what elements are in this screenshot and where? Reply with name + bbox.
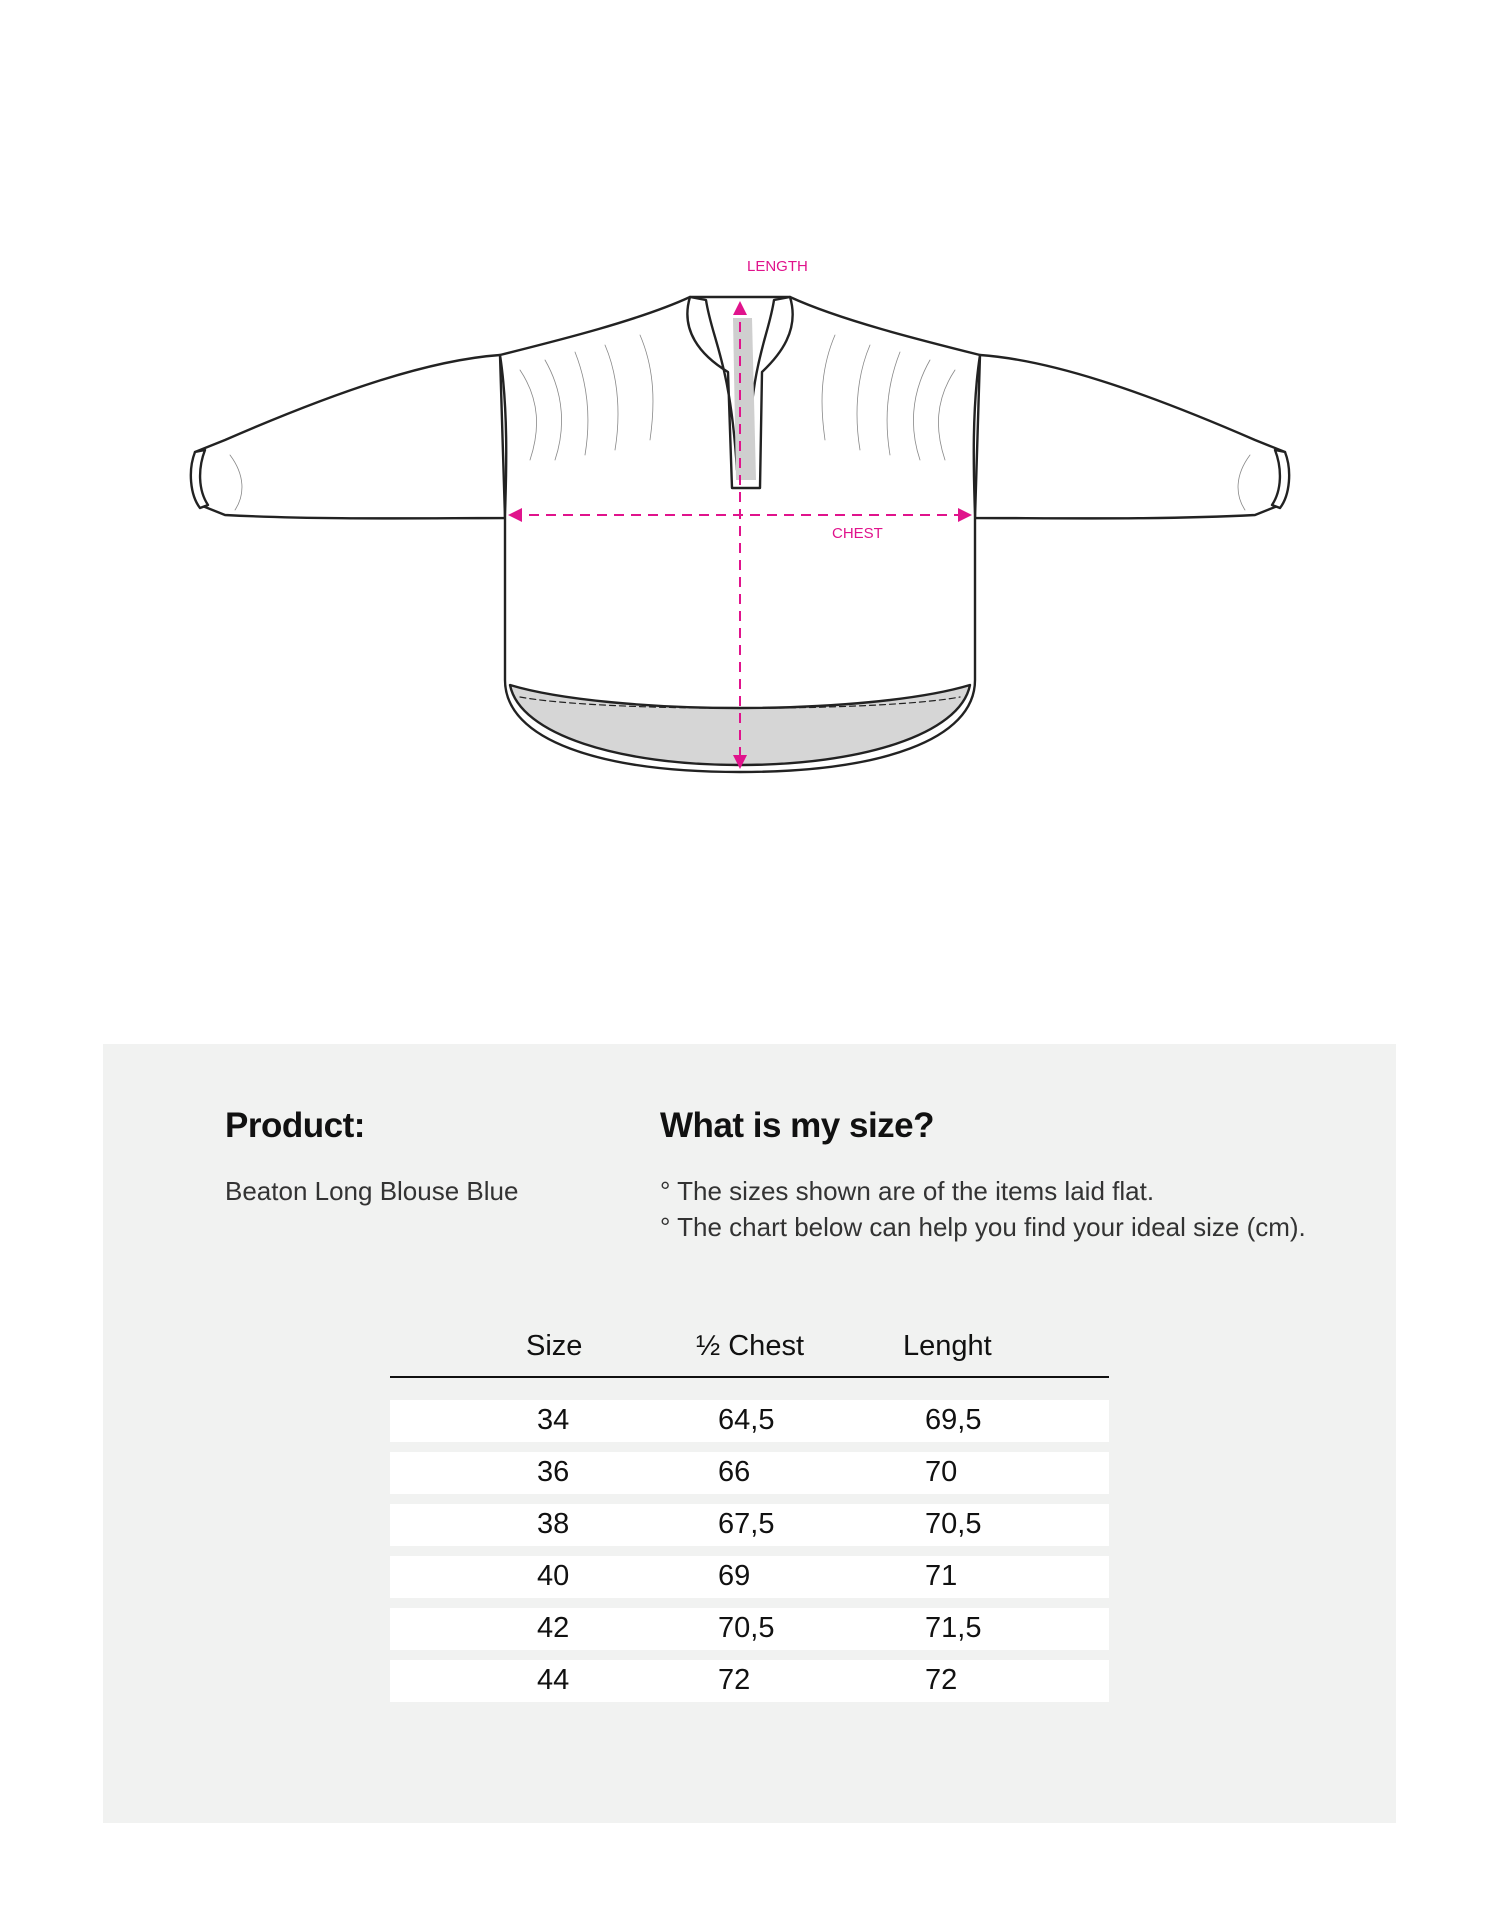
table-row: [390, 1556, 1109, 1598]
size-table-header: [390, 1326, 1109, 1378]
cell-length: 72: [925, 1664, 958, 1696]
product-heading: Product:: [225, 1106, 365, 1145]
size-note: ° The chart below can help you find your ideal size (cm).: [660, 1212, 1306, 1242]
header-size: Size: [526, 1330, 583, 1362]
table-row: [390, 1400, 1109, 1442]
product-name: Beaton Long Blouse Blue: [225, 1176, 519, 1206]
cell-half-chest: 69: [718, 1560, 751, 1592]
cell-half-chest: 72: [718, 1664, 751, 1696]
cell-length: 70,5: [925, 1508, 982, 1540]
cell-length: 70: [925, 1456, 958, 1488]
cell-half-chest: 67,5: [718, 1508, 775, 1540]
cell-size: 38: [537, 1508, 570, 1540]
size-guide-panel: [103, 1044, 1396, 1823]
cell-size: 40: [537, 1560, 570, 1592]
table-row: [390, 1504, 1109, 1546]
cell-length: 71,5: [925, 1612, 982, 1644]
table-row: [390, 1660, 1109, 1702]
table-row: [390, 1452, 1109, 1494]
header-length: Lenght: [903, 1330, 992, 1362]
cell-size: 44: [537, 1664, 570, 1696]
chest-label: CHEST: [832, 525, 883, 542]
cell-half-chest: 66: [718, 1456, 751, 1488]
placket-fill: [733, 318, 756, 480]
cell-size: 36: [537, 1456, 570, 1488]
cell-length: 69,5: [925, 1404, 982, 1436]
cell-size: 34: [537, 1404, 570, 1436]
cell-size: 42: [537, 1612, 570, 1644]
table-row: [390, 1608, 1109, 1650]
size-table: [390, 1326, 1109, 1712]
length-label: LENGTH: [747, 258, 808, 275]
size-note: ° The sizes shown are of the items laid flat.: [660, 1176, 1155, 1206]
header-half-chest: ½ Chest: [696, 1330, 804, 1362]
cell-half-chest: 70,5: [718, 1612, 775, 1644]
cell-half-chest: 64,5: [718, 1404, 775, 1436]
cell-length: 71: [925, 1560, 958, 1592]
size-heading: What is my size?: [660, 1106, 935, 1145]
